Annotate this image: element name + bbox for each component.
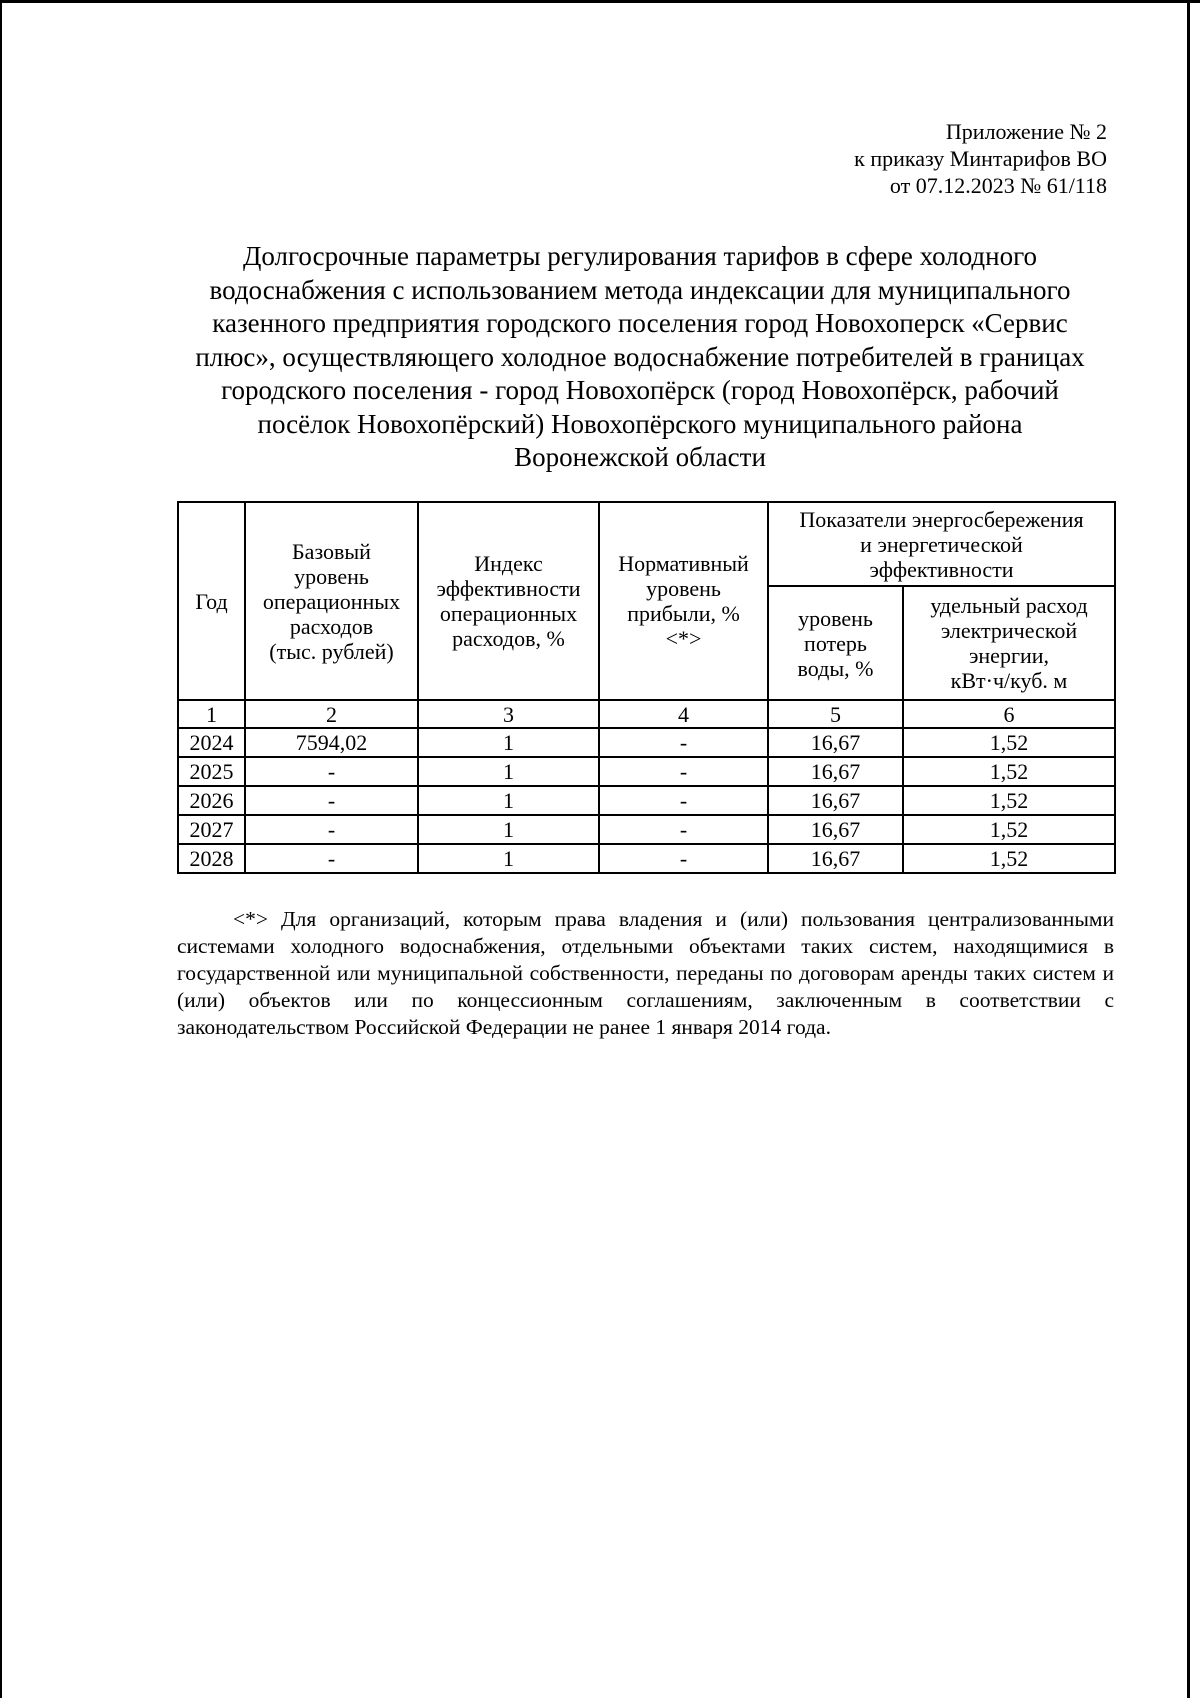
cell-water-loss: 16,67 bbox=[768, 757, 903, 786]
cell-normative-profit: - bbox=[599, 844, 768, 873]
column-number-row bbox=[178, 700, 1115, 728]
title-line: водоснабжения с использованием метода индексации для муниципального bbox=[209, 274, 1071, 305]
cell-efficiency-index: 1 bbox=[418, 815, 599, 844]
column-number: 1 bbox=[178, 700, 245, 728]
appendix-number: Приложение № 2 bbox=[945, 119, 1107, 144]
header-text: эффективности bbox=[869, 556, 1014, 582]
cell-base-level: - bbox=[245, 786, 418, 815]
cell-efficiency-index: 1 bbox=[418, 757, 599, 786]
cell-water-loss: 16,67 bbox=[768, 815, 903, 844]
header-text: и энергетической bbox=[860, 531, 1023, 557]
appendix-reference bbox=[854, 118, 1107, 199]
header-text: электрической bbox=[940, 618, 1078, 643]
header-efficiency-index bbox=[418, 502, 599, 700]
cell-water-loss: 16,67 bbox=[768, 844, 903, 873]
document-title bbox=[170, 240, 1110, 475]
title-line: плюс», осуществляющего холодное водоснабжение потребителей в границах bbox=[195, 341, 1085, 372]
title-line: казенного предприятия городского поселения город Новохоперск «Сервис bbox=[212, 308, 1068, 338]
column-number: 3 bbox=[418, 700, 599, 728]
header-base-level bbox=[245, 502, 418, 700]
header-normative-profit bbox=[599, 502, 768, 700]
cell-normative-profit: - bbox=[599, 728, 768, 757]
cell-year: 2024 bbox=[178, 728, 245, 757]
header-text: Показатели энергосбережения bbox=[799, 506, 1084, 532]
parameters-table bbox=[177, 501, 1116, 874]
column-number: 5 bbox=[768, 700, 903, 728]
cell-normative-profit: - bbox=[599, 786, 768, 815]
header-text: <*> bbox=[665, 626, 702, 651]
appendix-date: от 07.12.2023 № 61/118 bbox=[889, 173, 1107, 198]
cell-year: 2028 bbox=[178, 844, 245, 873]
title-line: Воронежской области bbox=[514, 442, 766, 472]
footnote-text: <*> Для организаций, которым права владения и (или) пользования централизованными системами холодного водоснабжения, отдельными объектами таких систем, находящимися в государственной или муниципальной собственности, переданы по договорам аренды таких систем и (или) объектов или по концессионным соглашениям, заключенным в соответствии с законодательством Российской Федерации не ранее 1 января 2014 года. bbox=[177, 907, 1114, 1039]
footnote bbox=[177, 906, 1114, 1041]
cell-specific-consumption: 1,52 bbox=[903, 757, 1115, 786]
cell-efficiency-index: 1 bbox=[418, 728, 599, 757]
header-text: уровень bbox=[798, 605, 873, 631]
table-row bbox=[178, 786, 1115, 815]
header-text: (тыс. рублей) bbox=[269, 638, 394, 664]
scan-border-left bbox=[0, 0, 2, 1698]
scan-border-right bbox=[1187, 0, 1190, 1698]
cell-specific-consumption: 1,52 bbox=[903, 728, 1115, 757]
header-text: расходов, % bbox=[452, 626, 565, 651]
cell-normative-profit: - bbox=[599, 757, 768, 786]
header-text: уровень bbox=[294, 563, 369, 589]
header-text: уровень bbox=[646, 576, 721, 601]
cell-base-level: - bbox=[245, 815, 418, 844]
table-row bbox=[178, 757, 1115, 786]
header-text: кВт·ч/куб. м bbox=[950, 668, 1068, 693]
header-text: воды, % bbox=[797, 655, 874, 681]
scan-border-top bbox=[0, 0, 1200, 3]
cell-water-loss: 16,67 bbox=[768, 786, 903, 815]
title-line: посёлок Новохопёрский) Новохопёрского муниципального района bbox=[257, 408, 1023, 439]
column-number: 4 bbox=[599, 700, 768, 728]
column-number: 2 bbox=[245, 700, 418, 728]
header-text: энергии, bbox=[968, 643, 1050, 668]
table-row bbox=[178, 844, 1115, 873]
cell-water-loss: 16,67 bbox=[768, 728, 903, 757]
header-text: прибыли, % bbox=[627, 601, 740, 626]
header-water-loss bbox=[768, 586, 903, 700]
appendix-order: к приказу Минтарифов ВО bbox=[854, 146, 1107, 171]
cell-specific-consumption: 1,52 bbox=[903, 815, 1115, 844]
header-text: Индекс bbox=[474, 551, 543, 576]
header-text: операционных bbox=[439, 601, 578, 626]
cell-year: 2025 bbox=[178, 757, 245, 786]
header-text: расходов bbox=[289, 613, 374, 639]
column-number: 6 bbox=[903, 700, 1115, 728]
header-year: Год bbox=[178, 502, 245, 700]
header-specific-consumption bbox=[903, 586, 1115, 700]
table-header-row bbox=[178, 502, 1115, 586]
cell-efficiency-index: 1 bbox=[418, 786, 599, 815]
header-text: эффективности bbox=[436, 576, 581, 601]
cell-specific-consumption: 1,52 bbox=[903, 786, 1115, 815]
title-line: городского поселения - город Новохопёрск (город Новохопёрск, рабочий bbox=[221, 375, 1059, 405]
cell-year: 2027 bbox=[178, 815, 245, 844]
cell-base-level: - bbox=[245, 844, 418, 873]
table-row bbox=[178, 815, 1115, 844]
cell-base-level: 7594,02 bbox=[245, 728, 418, 757]
cell-specific-consumption: 1,52 bbox=[903, 844, 1115, 873]
cell-efficiency-index: 1 bbox=[418, 844, 599, 873]
cell-base-level: - bbox=[245, 757, 418, 786]
table-row bbox=[178, 728, 1115, 757]
header-text: потерь bbox=[804, 630, 867, 656]
header-text: операционных bbox=[262, 588, 401, 614]
cell-year: 2026 bbox=[178, 786, 245, 815]
header-text: удельный расход bbox=[930, 593, 1088, 618]
header-text: Базовый bbox=[292, 538, 371, 564]
header-energy-group bbox=[768, 502, 1115, 586]
header-text: Нормативный bbox=[618, 551, 749, 576]
cell-normative-profit: - bbox=[599, 815, 768, 844]
title-line: Долгосрочные параметры регулирования тарифов в сфере холодного bbox=[242, 241, 1038, 271]
